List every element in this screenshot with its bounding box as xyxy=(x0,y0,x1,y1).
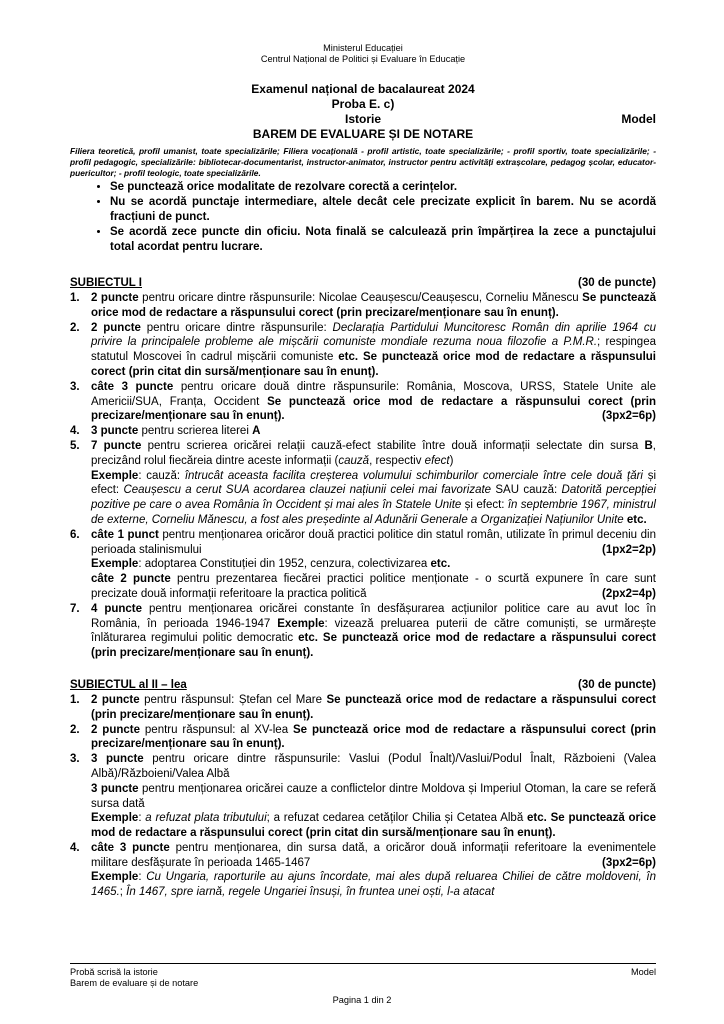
item-term: efect xyxy=(424,454,450,467)
item-points: 2 puncte xyxy=(91,321,141,334)
item-text: pentru prezentarea fiecărei practici politice menționate - o scurtă expunere în care sunt precizate două informații referitoare la practica politică xyxy=(91,573,657,600)
item-text: pentru menționarea oricărei constante în desfășurarea acțiunilor politice care au avut loc în România, în perioada 1946-1947 xyxy=(91,602,656,630)
subject-1-items xyxy=(70,291,656,661)
item-points: 2 puncte xyxy=(91,693,140,706)
example-text: : xyxy=(138,812,146,825)
item-text: ; respingea statutul Moscovei în cadrul mișcării comuniste xyxy=(91,336,656,364)
example-text: : xyxy=(138,871,147,884)
item-number: 6. xyxy=(70,528,80,541)
subject-title: Istorie xyxy=(344,112,381,126)
item-number: 2. xyxy=(70,321,80,334)
example-text: : cauză: xyxy=(138,469,185,482)
item-text: pentru oricare dintre răspunsurile: Vaslui (Podul Înalt)/Vaslui/Podul Înalt, Războieni (Valea Albă)/Războieni/Valea Albă xyxy=(91,753,656,780)
example-quote: Cu Ungaria, raporturile au ajuns încordate, mai ales după reluarea Chiliei de către moldoveni, în 1465. xyxy=(91,871,656,899)
rules-list xyxy=(70,180,656,255)
item-text: pentru oricare două dintre răspunsurile: România, Moscova, URSS, Statele Unite ale Americii/SUA, Franța, Occident xyxy=(91,380,656,408)
item-text: , respectiv xyxy=(369,454,425,467)
example-text: ; a refuzat cedarea cetăților Chilia și Cetatea Albă xyxy=(266,812,528,825)
page-number: Pagina 1 din 2 xyxy=(332,995,392,1005)
item-points: câte 3 puncte xyxy=(91,380,174,393)
example-text: SAU cauză: xyxy=(491,484,562,497)
example-text: ; xyxy=(119,886,127,899)
item-number: 1. xyxy=(70,292,80,304)
footer-model: Model xyxy=(630,967,656,977)
item-points: 7 puncte xyxy=(91,439,142,452)
item-note: Se punctează orice mod de redactare a răspunsului corect (prin precizare/menționare sau în enunț). xyxy=(91,693,656,721)
list-item xyxy=(70,693,656,723)
item-points: câte 3 puncte xyxy=(91,841,170,854)
example-etc: etc. xyxy=(623,513,647,526)
item-score: (1px2=2p) xyxy=(601,543,656,556)
list-item xyxy=(70,841,656,900)
item-points: 2 puncte xyxy=(91,292,139,304)
item-text: pentru oricare dintre răspunsurile: xyxy=(140,321,333,334)
example-quote: Ceaușescu a cerut SUA acordarea clauzei națiunii celei mai favorizate xyxy=(123,484,492,497)
example-label: Exemple xyxy=(277,617,325,630)
item-points: 3 puncte xyxy=(91,753,144,766)
item-number: 1. xyxy=(70,693,80,706)
subject-2-points: (30 de puncte) xyxy=(578,678,656,691)
subject-row xyxy=(70,112,656,127)
item-score: (3px2=6p) xyxy=(601,856,656,869)
item-note: Se punctează orice mod de redactare a răspunsului corect (prin precizare/menționare sau în enunț). xyxy=(91,723,656,751)
item-text: pentru răspunsul: Ștefan cel Mare xyxy=(139,693,327,706)
document-header xyxy=(70,43,656,65)
page-footer xyxy=(70,963,656,989)
item-text: , precizând rolul fiecăreia dintre aceste informații ( xyxy=(91,439,656,467)
list-item xyxy=(70,380,656,424)
example-label: Exemple xyxy=(91,812,139,825)
item-text: pentru menționarea oricăror două practici politice din statul român, utilizate în primul deceniu din perioada stalinismului xyxy=(91,528,656,556)
filiera-text: Filiera teoretică, profil umanist, toate specializările; Filiera vocațională - profil artistic, toate specializările; - profil sportiv, toate specializările; - profil pedagogic, specializările: bibliotecar-documentarist, instructor-animator, instructor pentru activități extrașcolare, pedagog școlar, educator-puericultor; - profil teologic, toate specializările. xyxy=(70,146,656,178)
item-note: etc. Se punctează orice mod de redactare a răspunsului corect (prin citat din sursă/menționare sau în enunț). xyxy=(91,812,656,840)
item-score: (3px2=6p) xyxy=(601,410,656,423)
list-item xyxy=(70,602,656,661)
example-text: : vizează preluarea puterii de către comuniști, se urmărește înlăturarea regimului politic democratic xyxy=(91,617,657,645)
item-quote: Declarația Partidului Muncitoresc Român din aprilie 1964 cu privire la principalele probleme ale mișcării comuniste mondiale rezuma noua filozofie a P.M.R. xyxy=(91,321,656,349)
item-answer: A xyxy=(252,425,261,438)
item-score: (2px2=4p) xyxy=(601,587,656,600)
footer-line-1: Probă scrisă la istorie xyxy=(70,967,158,977)
subject-2-items xyxy=(70,693,656,900)
item-term: cauză xyxy=(338,454,370,467)
example-label: Exemple xyxy=(91,558,139,571)
exam-title: Examenul național de bacalaureat 2024 xyxy=(251,82,475,96)
title-block xyxy=(70,82,656,142)
center-name: Centrul Național de Politici și Evaluare în Educație xyxy=(260,54,466,64)
item-points: 3 puncte xyxy=(91,782,139,795)
example-quote: a refuzat plata tributului xyxy=(145,812,267,825)
item-points: 2 puncte xyxy=(91,723,140,736)
footer-line-2: Barem de evaluare și de notare xyxy=(70,978,199,988)
item-number: 4. xyxy=(70,841,80,854)
model-label: Model xyxy=(621,112,656,126)
item-points: 4 puncte xyxy=(91,602,143,615)
rule-item: • Nu se acordă punctaje intermediare, altele decât cele precizate explicit în barem. Nu se acordă fracțiuni de punct. xyxy=(110,195,656,225)
item-number: 5. xyxy=(70,439,80,452)
item-points: câte 2 puncte xyxy=(91,573,171,586)
list-item xyxy=(70,424,656,439)
example-etc: etc. xyxy=(430,558,451,571)
list-item xyxy=(70,439,656,528)
rule-item: • Se punctează orice modalitate de rezolvare corectă a cerințelor. xyxy=(110,180,656,195)
item-text: pentru menționarea, din sursa dată, a oricăror două informații referitoare la evenimentele militare desfășurate în perioada 1465-1467 xyxy=(91,841,657,869)
item-note: Se punctează orice mod de redactare a răspunsului corect (prin precizare/menționare sau în enunț). xyxy=(91,395,656,423)
list-item xyxy=(70,752,656,841)
document-page xyxy=(70,0,656,900)
subject-1-points: (30 de puncte) xyxy=(578,277,656,289)
example-text: : adoptarea Constituției din 1952, cenzura, colectivizarea xyxy=(138,558,431,571)
example-text: și efect: xyxy=(461,499,508,512)
example-label: Exemple xyxy=(91,469,139,482)
subject-2-title: SUBIECTUL al II – lea xyxy=(70,678,187,691)
list-item xyxy=(70,321,656,380)
item-source: B xyxy=(644,439,653,452)
item-text: pentru răspunsul: al XV-lea xyxy=(140,723,293,736)
subject-2-heading xyxy=(70,678,656,693)
list-item xyxy=(70,723,656,753)
item-number: 3. xyxy=(70,753,80,766)
example-quote: Datorită percepției pozitive pe care o avea România în Occident și mai ales în Statele Unite xyxy=(91,484,656,512)
item-number: 3. xyxy=(70,380,80,393)
item-note: etc. Se punctează orice mod de redactare a răspunsului corect (prin citat din sursă/menționare sau în enunț). xyxy=(91,351,657,378)
item-points: 3 puncte xyxy=(91,425,139,438)
example-label: Exemple xyxy=(91,871,139,884)
item-text: pentru scrierea oricărei relații cauză-efect stabilite între două informații selectate din sursa xyxy=(141,439,645,452)
proba-title: Proba E. c) xyxy=(331,97,395,111)
subject-1-title: SUBIECTUL I xyxy=(70,277,142,289)
example-quote: în septembrie 1967, ministrul de externe, Corneliu Mănescu, a fost ales președinte al Adunării Generale a Organizației Națiunilor Unite xyxy=(91,499,656,526)
example-quote: În 1467, spre iarnă, regele Ungariei însuși, în fruntea unei oști, l-a atacat xyxy=(126,886,495,899)
list-item xyxy=(70,528,656,602)
rule-item: • Se acordă zece puncte din oficiu. Nota finală se calculează prin împărțirea la zece a punctajului total acordat pentru lucrare. xyxy=(110,225,656,255)
item-text: ) xyxy=(449,454,454,467)
example-quote: întrucât aceasta facilita creșterea volumului schimburilor comerciale între cele două țări xyxy=(184,469,643,482)
item-text: pentru menționarea oricărei cauze a conflictelor dintre Moldova și Imperiul Otoman, la care se referă sursa dată xyxy=(91,782,656,810)
item-number: 7. xyxy=(70,602,80,615)
example-text: și efect: xyxy=(91,469,657,497)
item-points: câte 1 punct xyxy=(91,528,159,541)
item-number: 2. xyxy=(70,723,80,736)
item-number: 4. xyxy=(70,425,80,438)
subject-1-heading xyxy=(70,276,656,291)
ministry-name: Ministerul Educației xyxy=(323,43,403,53)
item-text: pentru scrierea literei xyxy=(138,425,253,438)
item-note: etc. Se punctează orice mod de redactare a răspunsului corect (prin precizare/menționare sau în enunț). xyxy=(91,632,656,660)
barem-title: BAREM DE EVALUARE ȘI DE NOTARE xyxy=(252,127,474,141)
item-note: Se punctează orice mod de redactare a răspunsului corect (prin precizare/menționare sau în enunț). xyxy=(91,292,656,319)
item-text: pentru oricare dintre răspunsurile: Nicolae Ceaușescu/Ceaușescu, Corneliu Mănescu xyxy=(138,292,583,304)
list-item xyxy=(70,291,656,321)
